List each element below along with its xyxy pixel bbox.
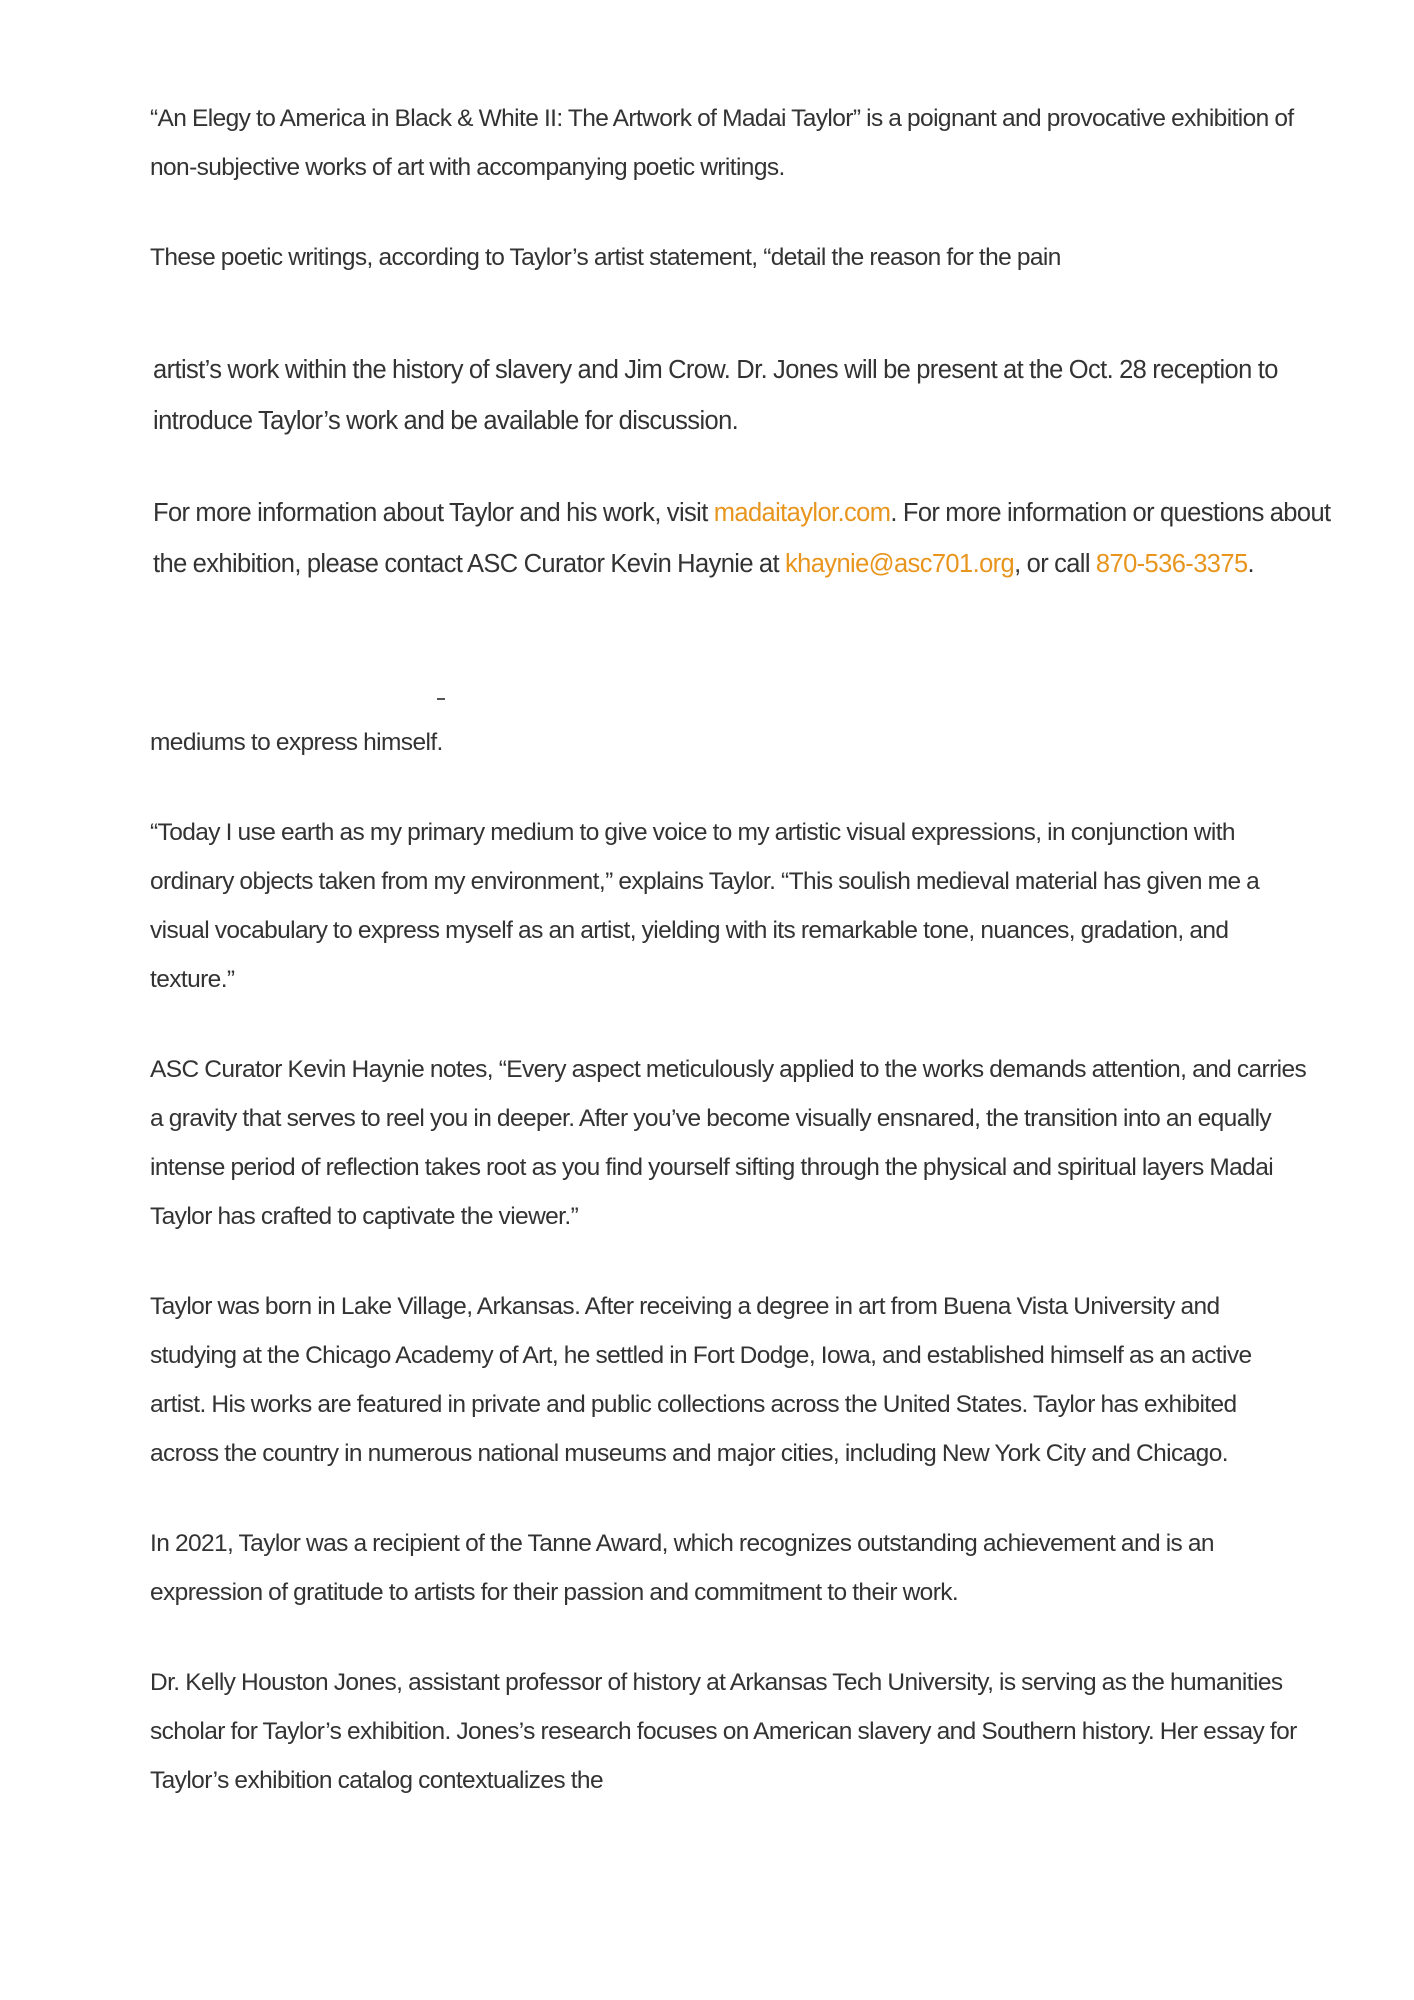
stray-dash-mark	[437, 698, 445, 700]
contact-text-4: .	[1247, 550, 1255, 578]
humanities-scholar-paragraph: Dr. Kelly Houston Jones, assistant professor of history at Arkansas Tech University, is serving as the humanities scholar for Taylor’s exhibition. Jones’s research focuses on American slavery and Southern history. Her essay for Taylor’s exhibition catalog contextualizes the	[150, 1669, 1297, 1794]
website-link[interactable]: madaitaylor.com	[713, 499, 891, 527]
mediums-paragraph: mediums to express himself.	[150, 729, 443, 756]
biography-paragraph: Taylor was born in Lake Village, Arkansas. After receiving a degree in art from Buena Vista University and studying at the Chicago Academy of Art, he settled in Fort Dodge, Iowa, and established himself as an active artist. His works are featured in private and public collections across the United States. Taylor has exhibited across the country in numerous national museums and major cities, including New York City and Chicago.	[150, 1293, 1252, 1467]
artist-bio-section	[150, 718, 1310, 1805]
intro-paragraph: “An Elegy to America in Black & White II: The Artwork of Madai Taylor” is a poignant and provocative exhibition of non-subjective works of art with accompanying poetic writings.	[150, 105, 1294, 181]
poetic-writings-paragraph: These poetic writings, according to Taylor’s artist statement, “detail the reason for the pain	[150, 244, 1061, 271]
scholar-contact-section	[153, 345, 1353, 590]
contact-text-2: . For more information or questions about the exhibition, please contact ASC Curator Kevin Haynie at	[153, 499, 1331, 578]
reception-paragraph: artist’s work within the history of slavery and Jim Crow. Dr. Jones will be present at the Oct. 28 reception to introduce Taylor’s work and be available for discussion.	[153, 356, 1278, 435]
award-paragraph: In 2021, Taylor was a recipient of the Tanne Award, which recognizes outstanding achievement and is an expression of gratitude to artists for their passion and commitment to their work.	[150, 1530, 1214, 1606]
contact-text-1: For more information about Taylor and his work, visit	[153, 499, 714, 527]
email-link[interactable]: khaynie@asc701.org	[784, 550, 1015, 578]
curator-quote-paragraph: ASC Curator Kevin Haynie notes, “Every aspect meticulously applied to the works demands attention, and carries a gravity that serves to reel you in deeper. After you’ve become visually ensnared, the transition into an equally intense period of reflection takes root as you find yourself sifting through the physical and spiritual layers Madai Taylor has crafted to captivate the viewer.”	[150, 1056, 1307, 1230]
phone-link[interactable]: 870-536-3375	[1095, 550, 1248, 578]
contact-paragraph	[153, 488, 1353, 590]
intro-section	[150, 94, 1310, 282]
contact-text-3: , or call	[1014, 550, 1096, 578]
artist-quote-paragraph: “Today I use earth as my primary medium to give voice to my artistic visual expressions, in conjunction with ordinary objects taken from my environment,” explains Taylor. “This soulish medieval material has given me a visual vocabulary to express myself as an artist, yielding with its remarkable tone, nuances, gradation, and texture.”	[150, 819, 1260, 993]
